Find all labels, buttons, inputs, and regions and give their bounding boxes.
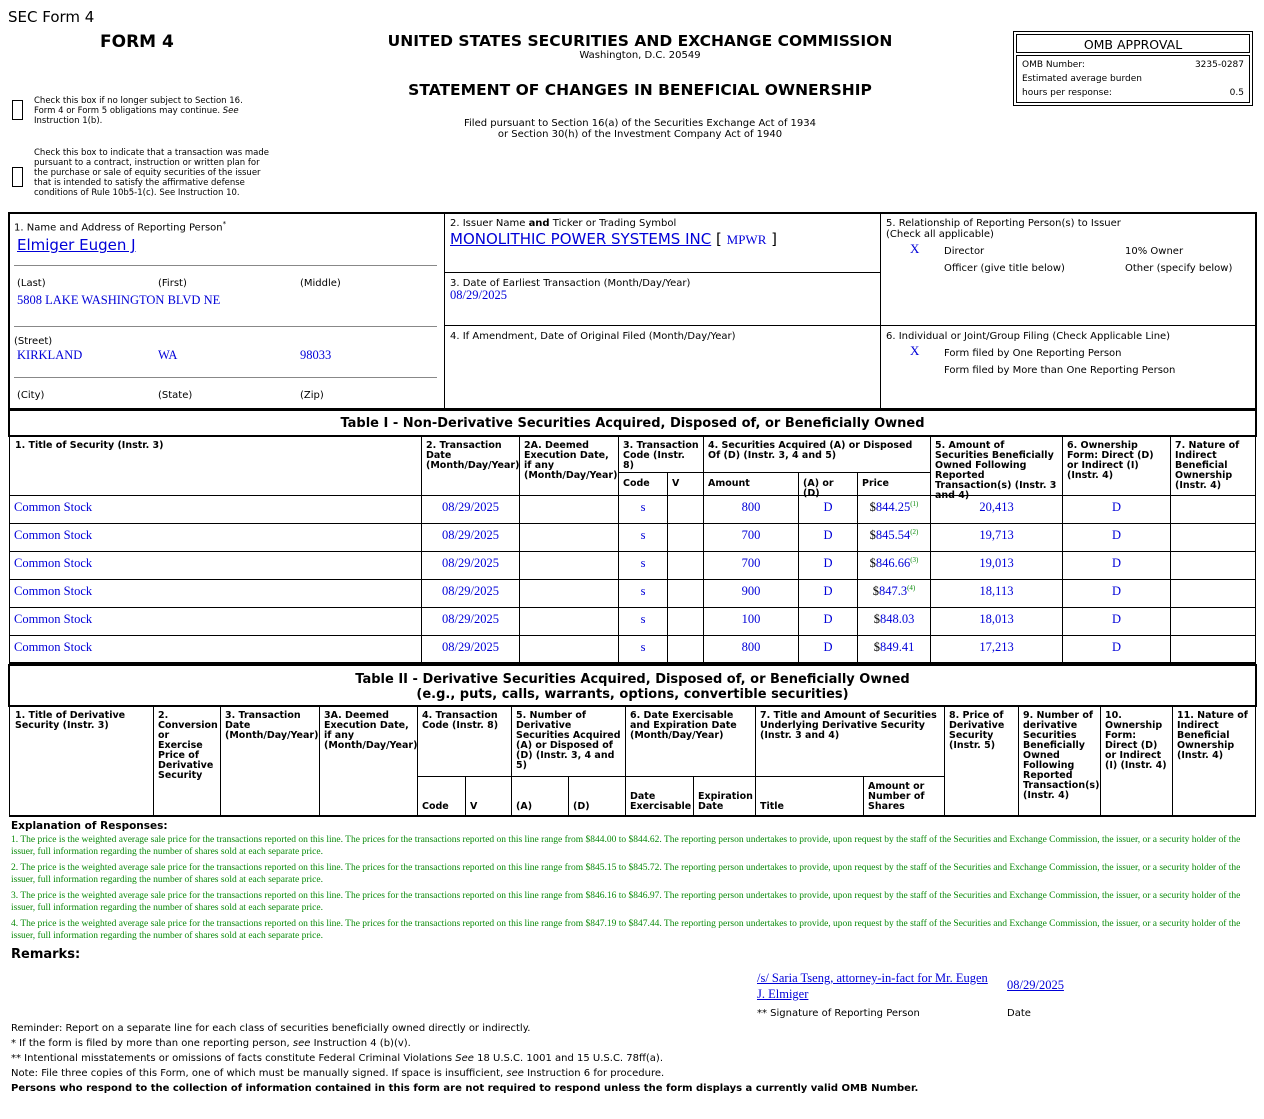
state-label: (State) [158,390,193,401]
nature-indirect-cell [1171,608,1256,635]
signature-link[interactable]: /s/ Saria Tseng, attorney-in-fact for Mr. Eugen J. Elmiger [757,971,988,1001]
transaction-date-cell: 08/29/2025 [422,608,520,635]
one-person-check-mark: X [910,343,920,358]
t2-h-date: 3. Transaction Date (Month/Day/Year) [221,707,320,816]
sec-form-label: SEC Form 4 [8,8,95,26]
t1-h-date: 2. Transaction Date (Month/Day/Year) [422,437,520,495]
footer-note: Note: File three copies of this Form, one of which must be manually signed. If space is insufficient, see Instruction 6 for procedure. [11,1068,665,1079]
t2-h-title: 1. Title of Derivative Security (Instr. 3) [10,707,154,816]
ticker-close-bracket: ] [771,230,778,248]
t2-h-date-exercisable: Date Exercisable [626,777,694,816]
transaction-date-cell: 08/29/2025 [422,580,520,607]
price-value: 845.54 [875,528,911,543]
last-label: (Last) [17,278,46,289]
date-label: Date [1007,1008,1031,1019]
v-flag-cell [668,496,704,523]
deemed-date-cell [520,552,619,579]
table-row [9,552,1256,580]
deemed-date-cell [520,608,619,635]
box5-sublabel: (Check all applicable) [886,229,994,240]
price-value: 847.3 [878,584,908,599]
price-cell [858,636,931,663]
price-cell [858,552,931,579]
ownership-form-cell: D [1063,580,1171,607]
table2-title-line1: Table II - Derivative Securities Acquired, Disposed of, or Beneficially Owned [355,672,910,687]
box6-label: 6. Individual or Joint/Group Filing (Check Applicable Line) [886,331,1171,342]
price-footnote: (3) [910,556,919,564]
t1-h-code-sub: Code [619,473,668,495]
price-cell [858,524,931,551]
signature-date-link[interactable]: 08/29/2025 [1007,978,1064,992]
price-value: 848.03 [879,612,915,627]
t1-h-title: 1. Title of Security (Instr. 3) [10,437,422,495]
t1-h-v: V [668,473,704,495]
ownership-form-cell: D [1063,608,1171,635]
issuer-name-link[interactable]: MONOLITHIC POWER SYSTEMS INC [450,230,712,248]
acquired-disposed-cell: D [799,524,858,551]
price-dollar-sign: $ [873,640,880,655]
owned-following-cell: 20,413 [931,496,1063,523]
transaction-code-cell: s [619,608,668,635]
owned-following-cell: 17,213 [931,636,1063,663]
omb-number-label: OMB Number: [1022,60,1085,70]
first-label: (First) [158,278,187,289]
owned-following-cell: 18,013 [931,608,1063,635]
table2-header [9,706,1256,817]
transaction-date-cell: 08/29/2025 [422,496,520,523]
t1-h-securities: 4. Securities Acquired (A) or Disposed Of (D) (Instr. 3, 4 and 5) [704,437,931,473]
table2-title [8,664,1257,707]
box5-label: 5. Relationship of Reporting Person(s) to Issuer [886,218,1121,229]
footnote-3: 3. The price is the weighted average sale price for the transactions reported on this line. The prices for the transactions reported on this line range from $846.16 to $846.97. The reporting person undertakes to provide, upon request by the staff of the Securities and Exchange Commission, the issuer, or a security holder of the issuer, full information regarding the number of shares sold at each separate price. [11,891,1241,913]
t2-h-expiration: Expiration Date [694,777,756,816]
security-title-cell: Common Stock [10,496,422,523]
t2-h-exercisable: 6. Date Exercisable and Expiration Date (Month/Day/Year) [626,707,756,777]
price-dollar-sign: $ [869,500,876,515]
deemed-date-cell [520,636,619,663]
omb-title: OMB APPROVAL [1016,34,1250,53]
form-title: FORM 4 [100,32,174,52]
t1-h-nature: 7. Nature of Indirect Beneficial Ownership (Instr. 4) [1175,440,1240,491]
price-dollar-sign: $ [869,556,876,571]
price-footnote: (1) [910,500,919,508]
officer-label: Officer (give title below) [944,263,1065,274]
v-flag-cell [668,524,704,551]
deemed-date-cell [520,524,619,551]
price-dollar-sign: $ [873,612,880,627]
t2-h-a: (A) [512,777,569,816]
t2-h-owned: 9. Number of derivative Securities Beneficially Owned Following Reported Transaction(s) (Instr. 4) [1019,707,1101,816]
ticker-open-bracket: [ [716,230,722,248]
table1-header [9,436,1256,501]
t2-h-price: 8. Price of Derivative Security (Instr. 5) [945,707,1019,816]
nature-indirect-cell [1171,496,1256,523]
acquired-disposed-cell: D [799,580,858,607]
nature-indirect-cell [1171,636,1256,663]
director-check-mark: X [910,241,920,256]
explanation-notes [11,834,1253,946]
t2-h-form: 10. Ownership Form: Direct (D) or Indirect (I) (Instr. 4) [1101,707,1173,816]
state-value: WA [158,348,178,362]
footer-misstatements: ** Intentional misstatements or omissions of facts constitute Federal Criminal Violations See 18 U.S.C. 1001 and 15 U.S.C. 78ff(a). [11,1053,664,1064]
v-flag-cell [668,580,704,607]
section16-text: Check this box if no longer subject to Section 16. Form 4 or Form 5 obligations may continue. See Instruction 1(b). [34,96,243,126]
price-value: 849.41 [879,640,915,655]
price-footnote: (2) [910,528,919,536]
nature-indirect-cell [1171,524,1256,551]
ownership-form-cell: D [1063,496,1171,523]
table-row [9,496,1256,524]
transaction-code-cell: s [619,496,668,523]
t2-h-nature: 11. Nature of Indirect Beneficial Ownership (Instr. 4) [1177,710,1248,761]
deemed-date-cell [520,496,619,523]
acquired-disposed-cell: D [799,636,858,663]
t2-h-underlying-amount: Amount or Number of Shares [864,777,945,816]
ownership-form-cell: D [1063,552,1171,579]
table-row [9,608,1256,636]
price-dollar-sign: $ [869,528,876,543]
omb-approval-box [1013,31,1253,106]
filed-line-2: or Section 30(h) of the Investment Company Act of 1940 [497,129,783,140]
statement-title: STATEMENT OF CHANGES IN BENEFICIAL OWNERSHIP [408,81,872,99]
t2-h-underlying-title: Title [756,777,864,816]
box1-label: 1. Name and Address of Reporting Person* [14,220,227,234]
owned-following-cell: 19,713 [931,524,1063,551]
price-cell [858,580,931,607]
price-cell [858,608,931,635]
owned-following-cell: 19,013 [931,552,1063,579]
t1-h-owned: 5. Amount of Securities Beneficially Owned Following Reported Transaction(s) (Instr. 3 and 4) [931,437,1063,495]
footer-multiple: * If the form is filed by more than one reporting person, see Instruction 4 (b)(v). [11,1038,411,1049]
nature-indirect-cell [1171,552,1256,579]
v-flag-cell [668,608,704,635]
t1-h-ad: (A) or (D) [799,473,858,495]
ten-percent-owner-label: 10% Owner [1125,246,1184,257]
footnote-2: 2. The price is the weighted average sale price for the transactions reported on this line. The prices for the transactions reported on this line range from $845.15 to $845.72. The reporting person undertakes to provide, upon request by the staff of the Securities and Exchange Commission, the issuer, or a security holder of the issuer, full information regarding the number of shares sold at each separate price. [11,863,1241,885]
amount-cell: 800 [704,496,799,523]
more-person-label: Form filed by More than One Reporting Person [944,365,1176,376]
omb-burden-label: Estimated average burden [1022,74,1142,84]
amount-cell: 700 [704,552,799,579]
price-value: 844.25 [875,500,911,515]
t2-h-deemed: 3A. Deemed Execution Date, if any (Month/Day/Year) [320,707,418,816]
omb-hours-label: hours per response: [1022,88,1112,98]
transaction-date-cell: 08/29/2025 [422,636,520,663]
omb-number: 3235-0287 [1194,60,1244,70]
ownership-form-cell: D [1063,636,1171,663]
rule10b5-text: Check this box to indicate that a transaction was made pursuant to a contract, instruction or written plan for the purchase or sale of equity securities of the issuer that is intended to satisfy the affirmative defense conditions of Rule 10b5-1(c). See Instruction 10. [34,148,270,198]
transaction-code-cell: s [619,552,668,579]
t2-h-code-sub: Code [418,777,466,816]
street-value: 5808 LAKE WASHINGTON BLVD NE [17,293,221,307]
v-flag-cell [668,552,704,579]
t2-h-number: 5. Number of Derivative Securities Acquired (A) or Disposed of (D) (Instr. 3, 4 and 5) [512,707,626,777]
agency-city: Washington, D.C. 20549 [579,50,701,61]
transaction-date-cell: 08/29/2025 [422,552,520,579]
footnote-1: 1. The price is the weighted average sale price for the transactions reported on this line. The prices for the transactions reported on this line range from $844.00 to $844.62. The reporting person undertakes to provide, upon request by the staff of the Securities and Exchange Commission, the issuer, or a security holder of the issuer, full information regarding the number of shares sold at each separate price. [11,835,1241,857]
city-label: (City) [17,390,45,401]
transaction-code-cell: s [619,524,668,551]
reporting-person-name-link[interactable]: Elmiger Eugen J [17,236,136,254]
table-row [9,636,1256,664]
price-cell [858,496,931,523]
remarks-heading: Remarks: [11,947,81,962]
table1-title: Table I - Non-Derivative Securities Acquired, Disposed of, or Beneficially Owned [8,409,1257,437]
agency-name: UNITED STATES SECURITIES AND EXCHANGE COMMISSION [387,32,893,50]
omb-hours: 0.5 [1229,88,1244,98]
amount-cell: 800 [704,636,799,663]
other-label: Other (specify below) [1125,263,1233,274]
zip-value: 98033 [300,348,332,362]
table-row [9,580,1256,608]
price-dollar-sign: $ [872,584,879,599]
box3-label: 3. Date of Earliest Transaction (Month/Day/Year) [450,278,691,289]
t1-h-amount: Amount [704,473,799,495]
issuer-line [450,230,777,248]
acquired-disposed-cell: D [799,552,858,579]
price-value: 846.66 [875,556,911,571]
transaction-code-cell: s [619,636,668,663]
transaction-code-cell: s [619,580,668,607]
deemed-date-cell [520,580,619,607]
t2-h-underlying: 7. Title and Amount of Securities Underlying Derivative Security (Instr. 3 and 4) [756,707,945,777]
footer-reminder: Reminder: Report on a separate line for each class of securities beneficially owned directly or indirectly. [11,1023,531,1034]
zip-label: (Zip) [300,390,324,401]
nature-indirect-cell [1171,580,1256,607]
one-person-label: Form filed by One Reporting Person [944,348,1122,359]
box2-label: 2. Issuer Name and Ticker or Trading Symbol [450,218,677,229]
director-label: Director [944,246,985,257]
ownership-form-cell: D [1063,524,1171,551]
t1-h-deemed: 2A. Deemed Execution Date, if any (Month/Day/Year) [520,437,619,495]
price-footnote: (4) [907,584,916,592]
amount-cell: 100 [704,608,799,635]
security-title-cell: Common Stock [10,580,422,607]
filed-line-1: Filed pursuant to Section 16(a) of the Securities Exchange Act of 1934 [464,118,816,129]
t1-h-code: 3. Transaction Code (Instr. 8) [619,437,704,473]
v-flag-cell [668,636,704,663]
earliest-transaction-date: 08/29/2025 [450,288,507,302]
box4-label: 4. If Amendment, Date of Original Filed (Month/Day/Year) [450,331,736,342]
owned-following-cell: 18,113 [931,580,1063,607]
section16-checkbox[interactable] [12,100,23,120]
amount-cell: 700 [704,524,799,551]
t1-h-price: Price [858,473,931,495]
acquired-disposed-cell: D [799,496,858,523]
footer-omb-notice: Persons who respond to the collection of information contained in this form are not required to respond unless the form displays a currently valid OMB Number. [11,1083,919,1094]
security-title-cell: Common Stock [10,552,422,579]
amount-cell: 900 [704,580,799,607]
t2-h-v: V [466,777,512,816]
city-value: KIRKLAND [17,348,83,362]
t2-h-conversion: 2. Conversion or Exercise Price of Derivative Security [154,707,221,816]
street-label: (Street) [14,336,53,347]
acquired-disposed-cell: D [799,608,858,635]
transaction-date-cell: 08/29/2025 [422,524,520,551]
table2-title-line2: (e.g., puts, calls, warrants, options, convertible securities) [416,687,849,702]
t1-h-form: 6. Ownership Form: Direct (D) or Indirect (I) (Instr. 4) [1063,437,1171,495]
table-row [9,524,1256,552]
footnote-4: 4. The price is the weighted average sale price for the transactions reported on this line. The prices for the transactions reported on this line range from $847.19 to $847.44. The reporting person undertakes to provide, upon request by the staff of the Securities and Exchange Commission, the issuer, or a security holder of the issuer, full information regarding the number of shares sold at each separate price. [11,919,1241,941]
signature-label: ** Signature of Reporting Person [757,1008,920,1019]
omb-details [1016,55,1250,103]
ticker-symbol: MPWR [726,232,767,247]
rule10b5-checkbox[interactable] [12,167,23,187]
middle-label: (Middle) [300,278,341,289]
explanation-heading: Explanation of Responses: [11,820,168,832]
t2-h-d: (D) [569,777,626,816]
security-title-cell: Common Stock [10,608,422,635]
security-title-cell: Common Stock [10,636,422,663]
t2-h-code: 4. Transaction Code (Instr. 8) [418,707,512,777]
security-title-cell: Common Stock [10,524,422,551]
